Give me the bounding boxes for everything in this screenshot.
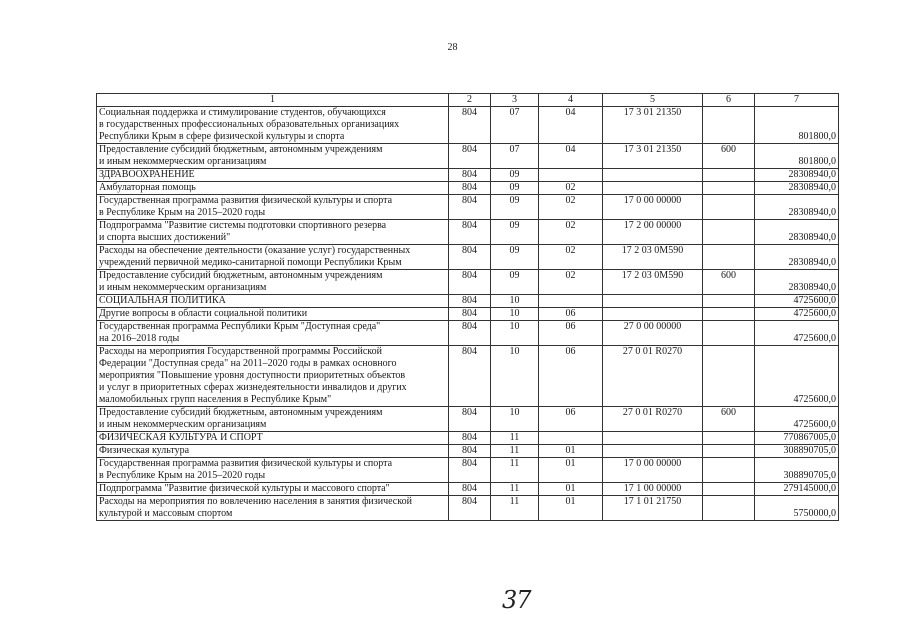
code-target-cell: 17 0 00 00000 [603, 195, 703, 220]
code-subsection-cell: 01 [539, 483, 603, 496]
code-subsection-cell: 06 [539, 346, 603, 407]
row-name-line: Государственная программа Республики Крым "Доступная среда" [99, 321, 381, 332]
table-row [97, 169, 839, 182]
amount-cell: 28308940,0 [755, 245, 839, 270]
amount-cell: 308890705,0 [755, 445, 839, 458]
code-subsection-cell: 02 [539, 270, 603, 295]
row-name-line: Подпрограмма "Развитие физической культуры и массового спорта" [99, 483, 390, 494]
code-target-cell: 17 3 01 21350 [603, 144, 703, 169]
table-row [97, 407, 839, 432]
code-subsection-cell: 06 [539, 308, 603, 321]
code-target-cell: 17 2 00 00000 [603, 220, 703, 245]
budget-table [96, 93, 839, 521]
code-section-cell: 07 [491, 107, 539, 144]
code-section-cell: 07 [491, 144, 539, 169]
row-name-cell [97, 182, 449, 195]
code-expense-type-cell: 600 [703, 270, 755, 295]
row-name-line: Республики Крым в сфере физической культуры и спорта [99, 131, 345, 142]
row-name-line: и иным некоммерческим организациям [99, 419, 267, 430]
amount-cell: 4725600,0 [755, 321, 839, 346]
code-target-cell: 17 1 00 00000 [603, 483, 703, 496]
code-ved-cell: 804 [449, 432, 491, 445]
amount-cell: 279145000,0 [755, 483, 839, 496]
header-cell-3: 3 [491, 94, 539, 107]
code-subsection-cell: 06 [539, 321, 603, 346]
row-name-line: Расходы на мероприятия по вовлечению населения в занятия физической [99, 496, 412, 507]
table-row [97, 270, 839, 295]
code-ved-cell: 804 [449, 220, 491, 245]
code-ved-cell: 804 [449, 107, 491, 144]
code-expense-type-cell [703, 220, 755, 245]
code-expense-type-cell [703, 458, 755, 483]
table-row [97, 496, 839, 521]
code-section-cell: 10 [491, 346, 539, 407]
amount-cell: 28308940,0 [755, 195, 839, 220]
amount-cell: 4725600,0 [755, 407, 839, 432]
code-ved-cell: 804 [449, 407, 491, 432]
code-ved-cell: 804 [449, 321, 491, 346]
code-section-cell: 10 [491, 321, 539, 346]
amount-cell: 28308940,0 [755, 270, 839, 295]
code-target-cell [603, 169, 703, 182]
code-subsection-cell: 04 [539, 144, 603, 169]
table-row [97, 182, 839, 195]
header-cell-2: 2 [449, 94, 491, 107]
row-name-cell [97, 270, 449, 295]
code-ved-cell: 804 [449, 445, 491, 458]
row-name-line: в Республике Крым на 2015–2020 годы [99, 470, 266, 481]
table-row [97, 107, 839, 144]
code-ved-cell: 804 [449, 245, 491, 270]
code-expense-type-cell [703, 182, 755, 195]
code-subsection-cell: 02 [539, 195, 603, 220]
code-target-cell [603, 445, 703, 458]
row-name-line: Амбулаторная помощь [99, 182, 196, 193]
handwritten-page-signature: 37 [502, 586, 531, 614]
row-name-line: СОЦИАЛЬНАЯ ПОЛИТИКА [99, 295, 226, 306]
code-section-cell: 09 [491, 270, 539, 295]
row-name-cell [97, 308, 449, 321]
amount-cell: 28308940,0 [755, 169, 839, 182]
code-expense-type-cell [703, 346, 755, 407]
row-name-line: ФИЗИЧЕСКАЯ КУЛЬТУРА И СПОРТ [99, 432, 263, 443]
code-expense-type-cell [703, 295, 755, 308]
code-ved-cell: 804 [449, 496, 491, 521]
row-name-line: и услуг в приоритетных сферах жизнедеятельности инвалидов и других [99, 382, 407, 393]
table-row [97, 308, 839, 321]
code-target-cell: 27 0 01 R0270 [603, 346, 703, 407]
row-name-cell [97, 346, 449, 407]
amount-cell: 308890705,0 [755, 458, 839, 483]
code-subsection-cell: 01 [539, 445, 603, 458]
code-section-cell: 10 [491, 407, 539, 432]
code-ved-cell: 804 [449, 346, 491, 407]
code-ved-cell: 804 [449, 483, 491, 496]
row-name-line: Федерации "Доступная среда" на 2011–2020 годы в рамках основного [99, 358, 397, 369]
code-subsection-cell: 01 [539, 496, 603, 521]
row-name-line: Расходы на мероприятия Государственной программы Российской [99, 346, 382, 357]
code-section-cell: 09 [491, 195, 539, 220]
code-subsection-cell [539, 169, 603, 182]
code-section-cell: 09 [491, 245, 539, 270]
code-section-cell: 11 [491, 458, 539, 483]
row-name-line: Государственная программа развития физической культуры и спорта [99, 458, 393, 469]
code-section-cell: 09 [491, 182, 539, 195]
code-target-cell: 17 2 03 0М590 [603, 270, 703, 295]
table-row [97, 245, 839, 270]
code-ved-cell: 804 [449, 308, 491, 321]
row-name-cell [97, 483, 449, 496]
code-target-cell: 17 0 00 00000 [603, 458, 703, 483]
amount-cell: 801800,0 [755, 144, 839, 169]
row-name-cell [97, 445, 449, 458]
code-expense-type-cell [703, 245, 755, 270]
row-name-line: и спорта высших достижений" [99, 232, 231, 243]
row-name-cell [97, 295, 449, 308]
table-row [97, 346, 839, 407]
row-name-line: маломобильных групп населения в Республике Крым" [99, 394, 332, 405]
code-ved-cell: 804 [449, 270, 491, 295]
code-expense-type-cell: 600 [703, 407, 755, 432]
row-name-line: Расходы на обеспечение деятельности (оказание услуг) государственных [99, 245, 411, 256]
row-name-cell [97, 432, 449, 445]
table-row [97, 220, 839, 245]
header-cell-5: 5 [603, 94, 703, 107]
row-name-cell [97, 220, 449, 245]
row-name-line: Физическая культура [99, 445, 190, 456]
row-name-line: Предоставление субсидий бюджетным, автономным учреждениям [99, 270, 383, 281]
code-subsection-cell: 02 [539, 182, 603, 195]
code-section-cell: 10 [491, 295, 539, 308]
code-subsection-cell [539, 295, 603, 308]
code-section-cell: 09 [491, 169, 539, 182]
amount-cell: 5750000,0 [755, 496, 839, 521]
code-expense-type-cell [703, 483, 755, 496]
code-section-cell: 11 [491, 483, 539, 496]
code-section-cell: 11 [491, 445, 539, 458]
row-name-line: в государственных профессиональных образовательных организациях [99, 119, 400, 130]
row-name-line: ЗДРАВООХРАНЕНИЕ [99, 169, 195, 180]
header-cell-1: 1 [97, 94, 449, 107]
code-ved-cell: 804 [449, 458, 491, 483]
row-name-cell [97, 144, 449, 169]
amount-cell: 4725600,0 [755, 295, 839, 308]
amount-cell: 801800,0 [755, 107, 839, 144]
row-name-line: Социальная поддержка и стимулирование студентов, обучающихся [99, 107, 386, 118]
table-row [97, 321, 839, 346]
row-name-cell [97, 169, 449, 182]
code-expense-type-cell [703, 496, 755, 521]
code-expense-type-cell [703, 445, 755, 458]
code-target-cell [603, 182, 703, 195]
code-expense-type-cell [703, 107, 755, 144]
amount-cell: 4725600,0 [755, 346, 839, 407]
code-expense-type-cell [703, 321, 755, 346]
header-row [97, 94, 839, 107]
row-name-cell [97, 321, 449, 346]
row-name-line: Государственная программа развития физической культуры и спорта [99, 195, 393, 206]
code-expense-type-cell [703, 432, 755, 445]
row-name-line: Предоставление субсидий бюджетным, автономным учреждениям [99, 144, 383, 155]
row-name-line: учреждений первичной медико-санитарной помощи Республики Крым [99, 257, 402, 268]
code-ved-cell: 804 [449, 295, 491, 308]
code-subsection-cell: 02 [539, 245, 603, 270]
code-target-cell: 27 0 00 00000 [603, 321, 703, 346]
row-name-line: на 2016–2018 годы [99, 333, 180, 344]
code-ved-cell: 804 [449, 144, 491, 169]
amount-cell: 770867005,0 [755, 432, 839, 445]
code-ved-cell: 804 [449, 195, 491, 220]
table-row [97, 195, 839, 220]
code-ved-cell: 804 [449, 182, 491, 195]
row-name-cell [97, 407, 449, 432]
code-section-cell: 11 [491, 432, 539, 445]
row-name-line: и иным некоммерческим организациям [99, 282, 267, 293]
code-target-cell: 17 2 03 0М590 [603, 245, 703, 270]
amount-cell: 28308940,0 [755, 182, 839, 195]
code-subsection-cell: 02 [539, 220, 603, 245]
code-ved-cell: 804 [449, 169, 491, 182]
code-subsection-cell [539, 432, 603, 445]
code-target-cell: 17 3 01 21350 [603, 107, 703, 144]
code-section-cell: 09 [491, 220, 539, 245]
row-name-line: Другие вопросы в области социальной политики [99, 308, 308, 319]
code-expense-type-cell [703, 195, 755, 220]
header-cell-7: 7 [755, 94, 839, 107]
row-name-line: Подпрограмма "Развитие системы подготовки спортивного резерва [99, 220, 387, 231]
row-name-cell [97, 245, 449, 270]
code-target-cell [603, 295, 703, 308]
code-section-cell: 11 [491, 496, 539, 521]
row-name-cell [97, 496, 449, 521]
table-row [97, 483, 839, 496]
table-row [97, 144, 839, 169]
header-cell-6: 6 [703, 94, 755, 107]
row-name-line: Предоставление субсидий бюджетным, автономным учреждениям [99, 407, 383, 418]
code-target-cell [603, 308, 703, 321]
code-target-cell: 27 0 01 R0270 [603, 407, 703, 432]
code-subsection-cell: 04 [539, 107, 603, 144]
table-row [97, 432, 839, 445]
amount-cell: 4725600,0 [755, 308, 839, 321]
code-section-cell: 10 [491, 308, 539, 321]
table-row [97, 445, 839, 458]
row-name-cell [97, 195, 449, 220]
row-name-line: в Республике Крым на 2015–2020 годы [99, 207, 266, 218]
page-number: 28 [447, 42, 458, 53]
code-expense-type-cell: 600 [703, 144, 755, 169]
row-name-cell [97, 458, 449, 483]
table-row [97, 458, 839, 483]
code-subsection-cell: 01 [539, 458, 603, 483]
code-target-cell [603, 432, 703, 445]
code-expense-type-cell [703, 308, 755, 321]
budget-table-body [97, 94, 839, 521]
row-name-cell [97, 107, 449, 144]
amount-cell: 28308940,0 [755, 220, 839, 245]
header-cell-4: 4 [539, 94, 603, 107]
row-name-line: мероприятия "Повышение уровня доступности приоритетных объектов [99, 370, 406, 381]
row-name-line: культурой и массовым спортом [99, 508, 233, 519]
code-target-cell: 17 1 01 21750 [603, 496, 703, 521]
row-name-line: и иным некоммерческим организациям [99, 156, 267, 167]
code-expense-type-cell [703, 169, 755, 182]
table-row [97, 295, 839, 308]
code-subsection-cell: 06 [539, 407, 603, 432]
